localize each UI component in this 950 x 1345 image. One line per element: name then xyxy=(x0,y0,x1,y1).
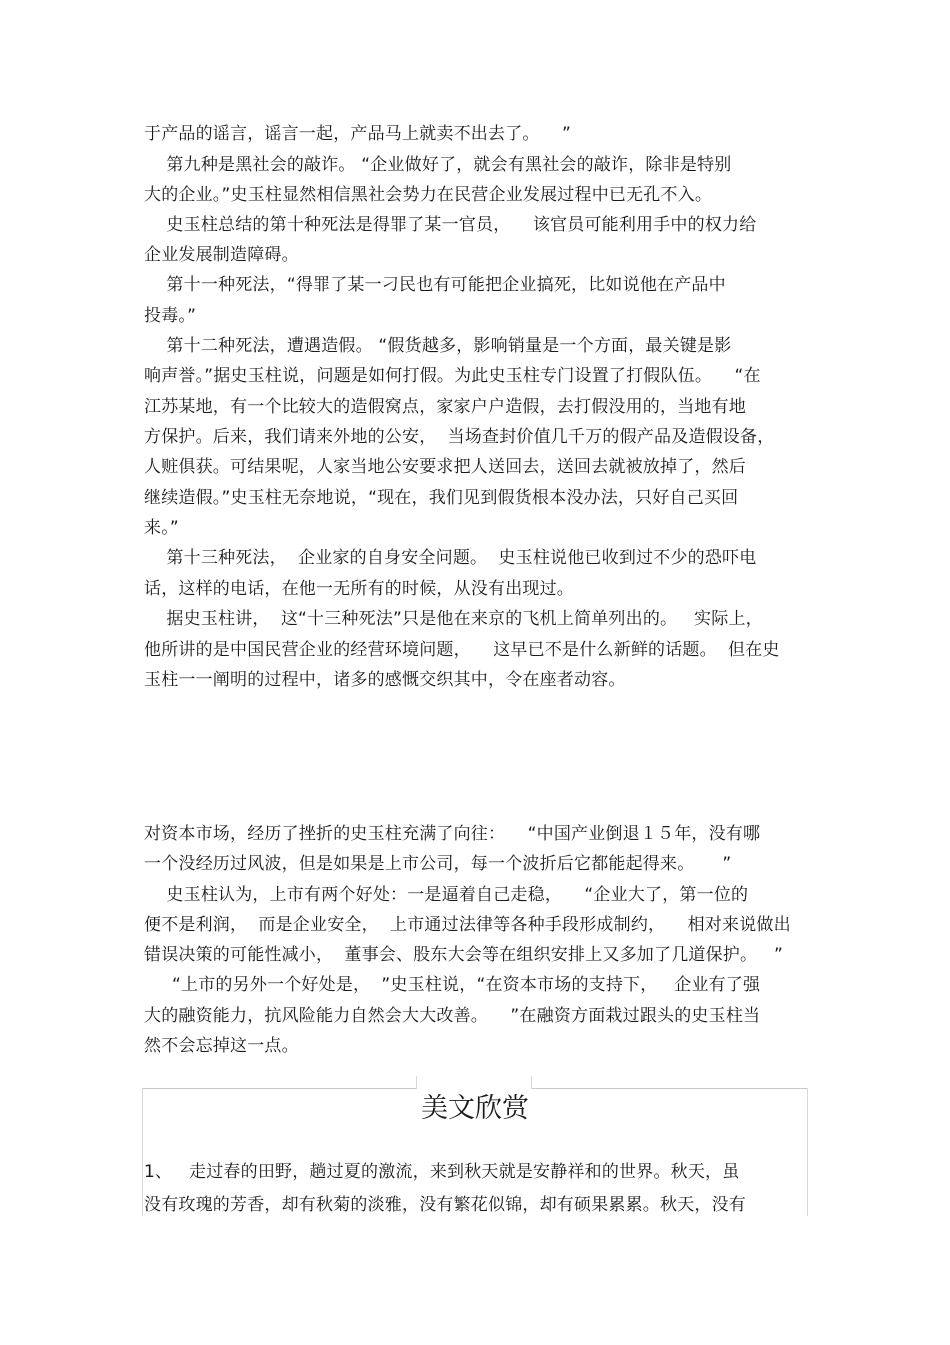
paragraph-line: 第十三种死法， 企业家的自身安全问题。 史玉柱说他已收到过不少的恐吓电 xyxy=(144,548,757,568)
paragraph-line: 第十二种死法，遭遇造假。 “假货越多，影响销量是一个方面，最关键是影 xyxy=(144,336,732,356)
paragraph-line: 企业发展制造障碍。 xyxy=(144,245,299,265)
paragraph-line: 他所讲的是中国民营企业的经营环境问题， 这早已不是什么新鲜的话题。 但在史 xyxy=(144,640,780,660)
paragraph-line: 响声誉。”据史玉柱说，问题是如何打假。为此史玉柱专门设置了打假队伍。 “在 xyxy=(144,366,761,386)
paragraph-line: 大的融资能力，抗风险能力自然会大大改善。 ”在融资方面栽过跟头的史玉柱当 xyxy=(144,1006,761,1026)
box-title-tab-left xyxy=(416,1076,417,1089)
paragraph-line: 话，这样的电话，在他一无所有的时候，从没有出现过。 xyxy=(144,579,574,599)
paragraph-line: 投毒。” xyxy=(144,306,197,326)
paragraph-line: 对资本市场，经历了挫折的史玉柱充满了向往： “中国产业倒退１５年，没有哪 xyxy=(144,824,761,844)
essay-line: 没有玫瑰的芳香，却有秋菊的淡雅，没有繁花似锦，却有硕果累累。秋天，没有 xyxy=(144,1195,746,1215)
paragraph-line: 于产品的谣言，谣言一起，产品马上就卖不出去了。 ” xyxy=(144,124,572,144)
box-top-border-right xyxy=(532,1088,808,1089)
essay-box-title: 美文欣赏 xyxy=(421,1093,529,1124)
paragraph-line: 便不是利润， 而是企业安全， 上市通过法律等各种手段形成制约， 相对来说做出 xyxy=(144,915,791,935)
paragraph-line: 史玉柱总结的第十种死法是得罪了某一官员， 该官员可能利用手中的权力给 xyxy=(144,215,757,235)
paragraph-line: 一个没经历过风波，但是如果是上市公司，每一个波折后它都能起得来。 ” xyxy=(144,854,732,874)
paragraph-line: 方保护。后来，我们请来外地的公安， 当场查封价值几千万的假产品及造假设备， xyxy=(144,427,775,447)
essay-line: 1、 走过春的田野，趟过夏的激流，来到秋天就是安静祥和的世界。秋天，虽 xyxy=(144,1162,740,1182)
paragraph-line: “上市的另外一个好处是， ”史玉柱说，“在资本市场的支持下， 企业有了强 xyxy=(144,975,761,995)
paragraph-line: 继续造假。”史玉柱无奈地说，“现在，我们见到假货根本没办法，只好自己买回 xyxy=(144,488,739,508)
paragraph-line: 大的企业。”史玉柱显然相信黑社会势力在民营企业发展过程中已无孔不入。 xyxy=(144,185,713,205)
paragraph-line: 据史玉柱讲， 这“十三种死法”只是他在来京的飞机上简单列出的。 实际上， xyxy=(144,609,763,629)
box-top-border-left xyxy=(142,1088,416,1089)
box-title-tab-right xyxy=(531,1076,532,1089)
paragraph-line: 来。” xyxy=(144,518,179,538)
paragraph-line: 史玉柱认为，上市有两个好处：一是逼着自己走稳， “企业大了，第一位的 xyxy=(144,885,749,905)
paragraph-line: 玉柱一一阐明的过程中，诸多的感慨交织其中，令在座者动容。 xyxy=(144,670,626,690)
paragraph-line: 江苏某地，有一个比较大的造假窝点，家家户户造假，去打假没用的，当地有地 xyxy=(144,397,746,417)
paragraph-line: 第九种是黑社会的敲诈。 “企业做好了，就会有黑社会的敲诈，除非是特别 xyxy=(144,155,732,175)
paragraph-line: 错误决策的可能性减小， 董事会、股东大会等在组织安排上又多加了几道保护。 ” xyxy=(144,945,784,965)
paragraph-line: 第十一种死法，“得罪了某一刁民也有可能把企业搞死，比如说他在产品中 xyxy=(144,275,726,295)
paragraph-line: 然不会忘掉这一点。 xyxy=(144,1036,299,1056)
paragraph-line: 人赃俱获。可结果呢，人家当地公安要求把人送回去，送回去就被放掉了，然后 xyxy=(144,457,746,477)
